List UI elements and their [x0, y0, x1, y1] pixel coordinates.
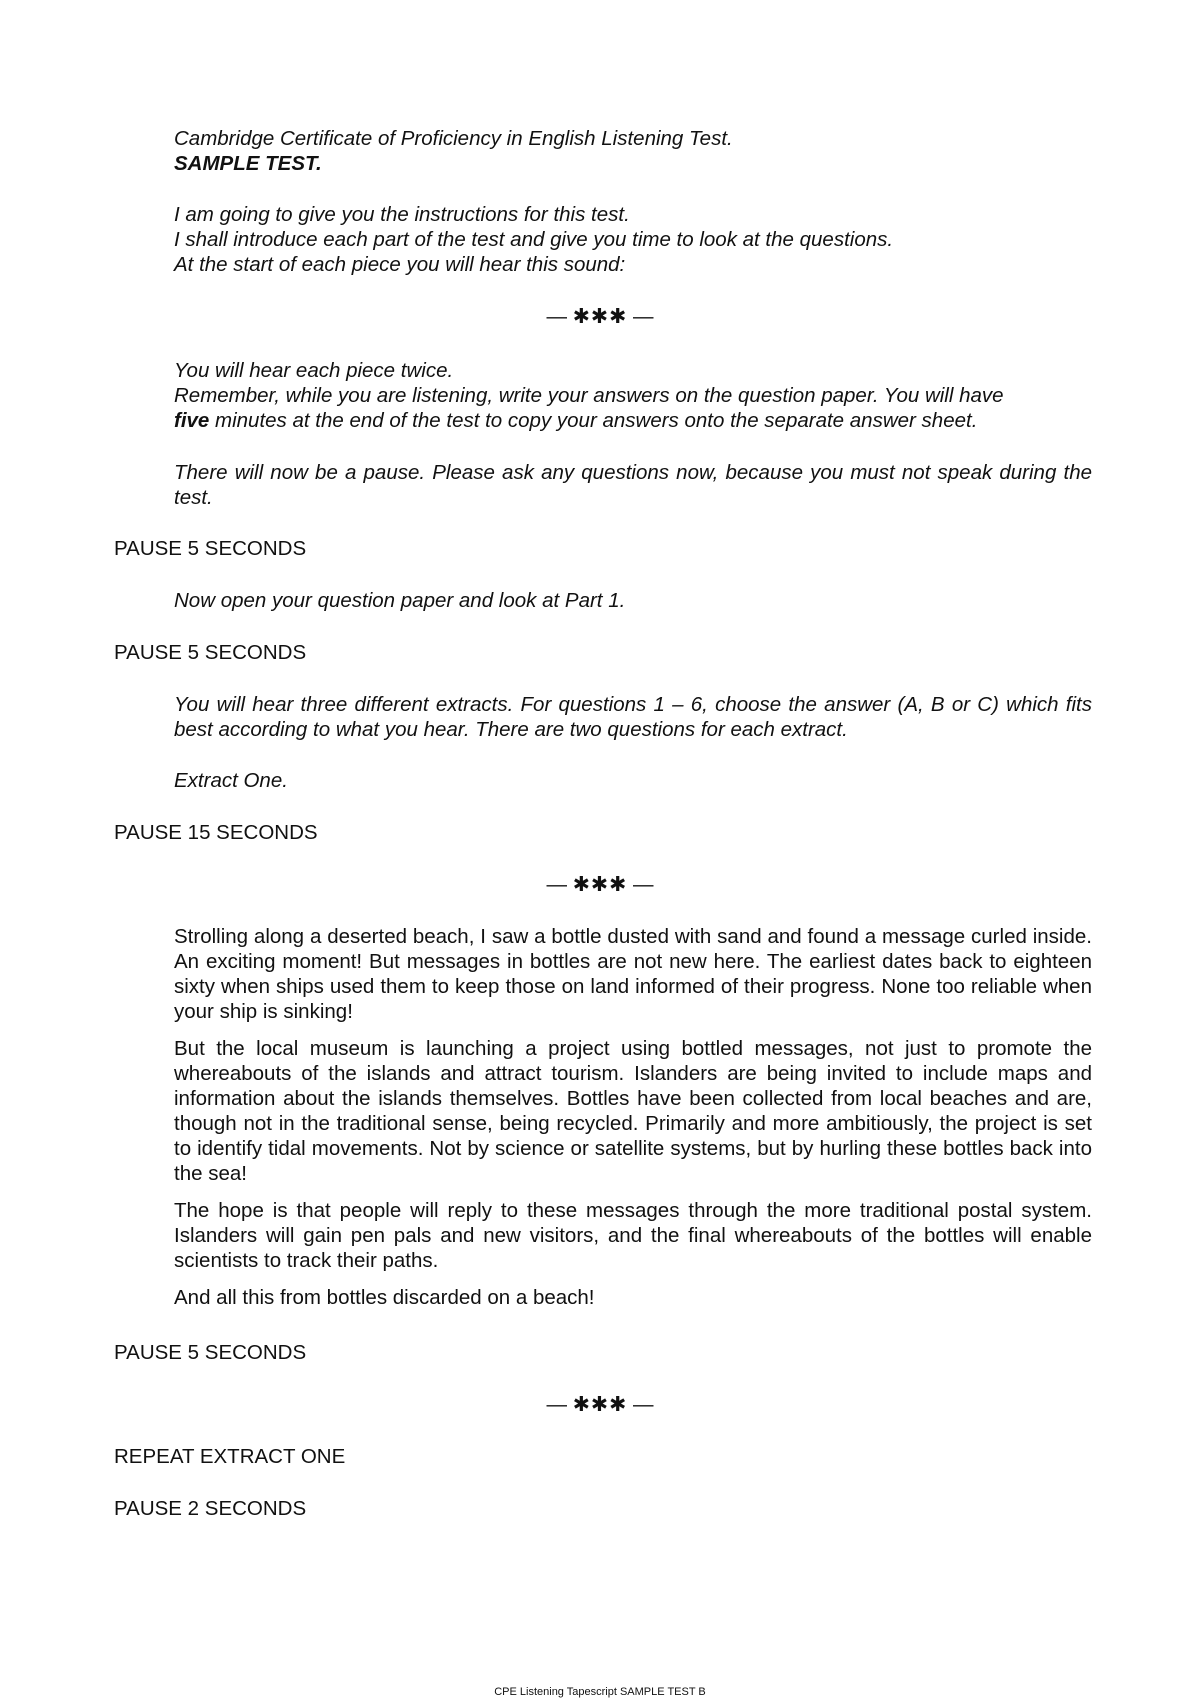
extract-label: Extract One. — [174, 769, 288, 792]
direction-pause: PAUSE 5 SECONDS — [114, 1341, 307, 1364]
direction-pause: PAUSE 2 SECONDS — [114, 1497, 307, 1520]
instructions-text: You will hear each piece twice. Remember, while you are listening, write your answers on the question paper. You will have five minutes at the end of the test to copy your answers onto the separate answer sheet. — [174, 359, 1004, 432]
pause-notice: There will now be a pause. Please ask any questions now, because you must not speak during the test. — [174, 461, 1092, 509]
direction-pause: PAUSE 5 SECONDS — [114, 537, 307, 560]
direction-pause: PAUSE 5 SECONDS — [114, 641, 307, 664]
sound-marker: — ✱✱✱ — — [546, 1393, 654, 1416]
direction-pause: PAUSE 15 SECONDS — [114, 821, 318, 844]
extract-paragraph: And all this from bottles discarded on a beach! — [174, 1286, 595, 1309]
extract-paragraph: The hope is that people will reply to these messages through the more traditional postal system. Islanders will gain pen pals and new visitors, and the final whereabouts of the bottles will enable scientists to track their paths. — [174, 1199, 1092, 1272]
direction-repeat: REPEAT EXTRACT ONE — [114, 1445, 346, 1468]
sound-marker: — ✱✱✱ — — [546, 305, 654, 328]
part1-instruction: You will hear three different extracts. For questions 1 – 6, choose the answer (A, B or C) which fits best according to what you hear. There are two questions for each extract. — [174, 693, 1092, 741]
extract-paragraph: Strolling along a deserted beach, I saw a bottle dusted with sand and found a message curled inside. An exciting moment! But messages in bottles are not new here. The earliest dates back to eighteen sixty when ships used them to keep those on land informed of their progress. None too reliable when your ship is sinking! — [174, 925, 1092, 1023]
document-title: Cambridge Certificate of Proficiency in English Listening Test. SAMPLE TEST. — [174, 127, 733, 175]
open-paper-instruction: Now open your question paper and look at Part 1. — [174, 589, 626, 612]
extract-paragraph: But the local museum is launching a project using bottled messages, not just to promote the whereabouts of the islands and attract tourism. Islanders are being invited to include maps and information about the islands themselves. Bottles have been collected from local beaches and are, though not in the traditional sense, being recycled. Primarily and more ambitiously, the project is set to identify tidal movements. Not by science or satellite systems, but by hurling these bottles back into the sea! — [174, 1037, 1092, 1185]
intro-instructions: I am going to give you the instructions for this test. I shall introduce each part of the test and give you time to look at the questions. At the start of each piece you will hear this sound: — [174, 203, 894, 276]
page-footer: CPE Listening Tapescript SAMPLE TEST B — [494, 1686, 706, 1698]
sound-marker: — ✱✱✱ — — [546, 873, 654, 896]
